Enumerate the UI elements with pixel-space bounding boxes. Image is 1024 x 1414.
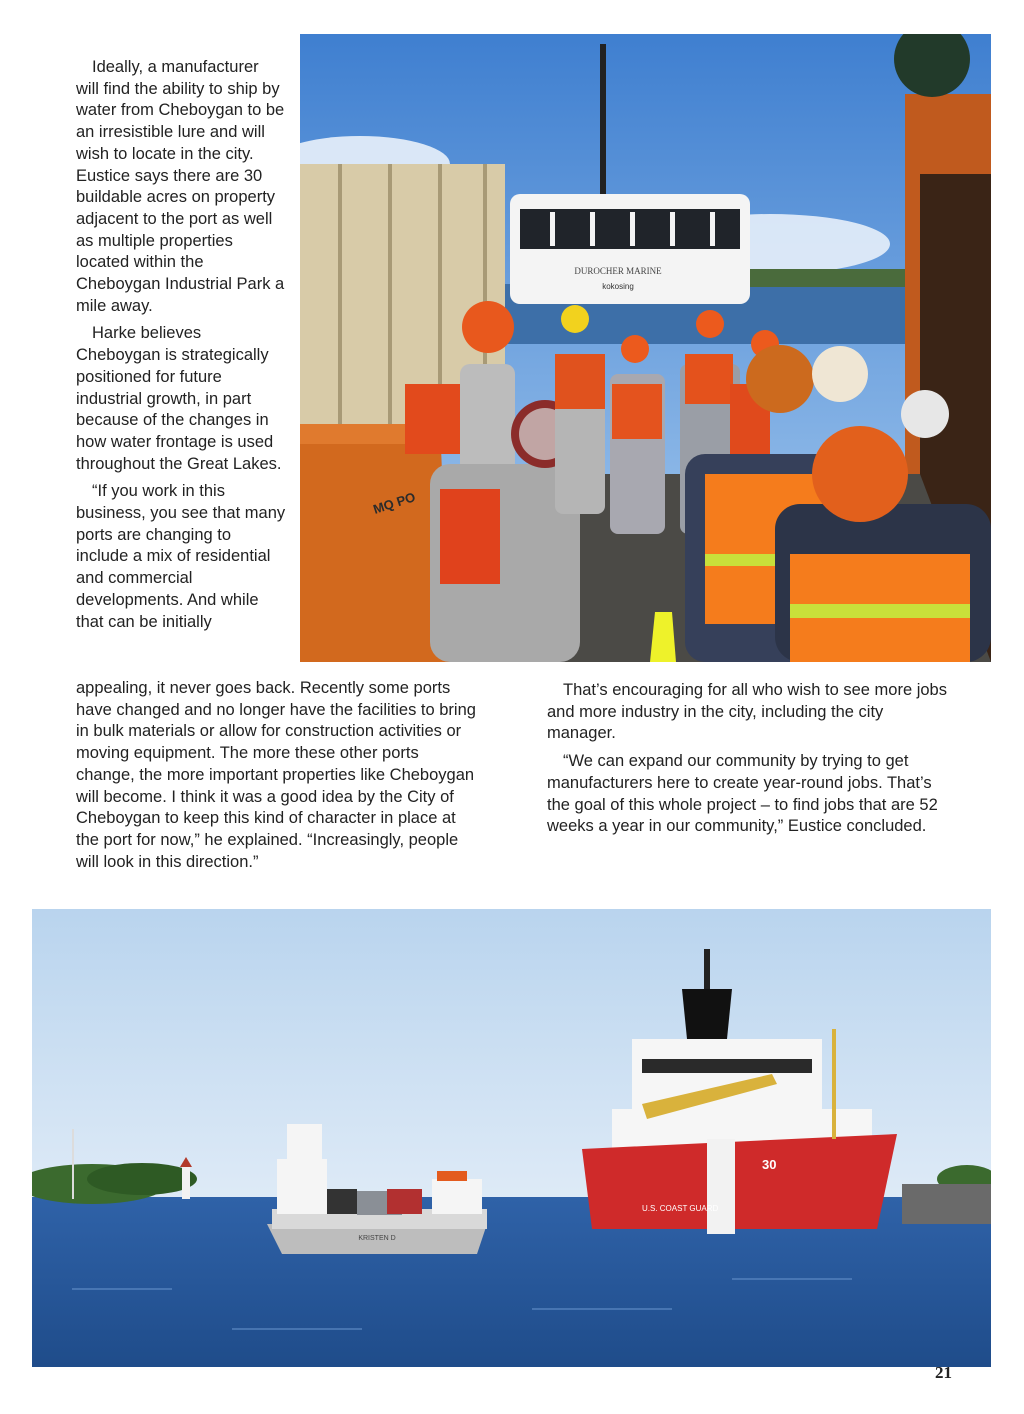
paragraph: Harke believes Cheboygan is strategically positioned for future industrial growth, in part because of the changes in how water frontage is used throughout the Great Lakes. bbox=[76, 324, 282, 473]
harbor-photo-illustration bbox=[32, 909, 991, 1367]
article-column-left-top bbox=[76, 57, 286, 639]
paragraph: That’s encouraging for all who wish to see more jobs and more industry in the city, including the city manager. bbox=[547, 681, 947, 743]
ferry-label: KRISTEN D bbox=[358, 1235, 396, 1242]
article-column-right bbox=[547, 680, 947, 844]
machine-label: MQ PO bbox=[371, 489, 418, 517]
boat-name: DUROCHER MARINE bbox=[574, 266, 662, 276]
paragraph: Ideally, a manufacturer will find the ability to ship by water from Cheboygan to be an irresistible lure and will wish to locate in the city. Eustice says there are 30 buildable acres on property adjacent to the port as well as multiple properties located within the Cheboygan Industrial Park a mile away. bbox=[76, 58, 285, 315]
ship-number: 30 bbox=[762, 1157, 777, 1172]
photo-ferry-and-icebreaker bbox=[32, 909, 991, 1367]
ship-label: U.S. COAST GUARD bbox=[642, 1204, 719, 1213]
boat-brand: kokosing bbox=[602, 282, 634, 291]
crew-photo-illustration bbox=[300, 34, 991, 662]
page-number: 21 bbox=[935, 1363, 952, 1382]
paragraph: appealing, it never goes back. Recently some ports have changed and no longer have the facilities to bring in bulk materials or allow for construction activities or moving equipment. The more these other ports change, the more important properties like Cheboygan will become. I think it was a good idea by the City of Cheboygan to keep this kind of character in place at the port for now,” he explained. “Increasingly, people will look in this direction.” bbox=[76, 679, 476, 871]
article-column-left-bottom bbox=[76, 678, 476, 879]
paragraph: “We can expand our community by trying to get manufacturers here to create year-round jobs. That’s the goal of this whole project – to find jobs that are 52 weeks a year in our community,” Eustice concluded. bbox=[547, 752, 938, 836]
photo-crew-on-barge bbox=[300, 34, 991, 662]
paragraph: “If you work in this business, you see that many ports are changing to include a mix of residential and commercial developments. And while that can be initially bbox=[76, 482, 286, 631]
